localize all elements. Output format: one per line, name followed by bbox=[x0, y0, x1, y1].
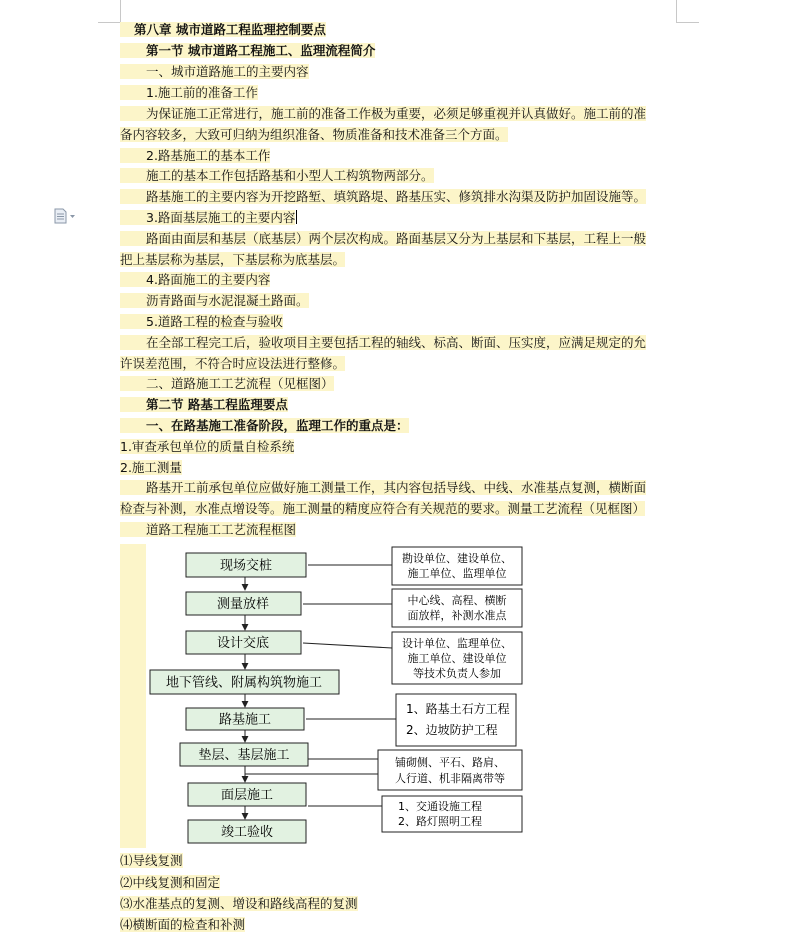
svg-text:设计单位、监理单位、: 设计单位、监理单位、 bbox=[402, 637, 512, 650]
page-corner-mark-left bbox=[98, 0, 121, 23]
flow-note bbox=[392, 589, 522, 627]
flow-step bbox=[150, 670, 339, 694]
svg-text:2、边坡防护工程: 2、边坡防护工程 bbox=[406, 723, 498, 737]
svg-text:面放样，补测水准点: 面放样，补测水准点 bbox=[407, 609, 507, 622]
svg-text:施工单位、建设单位: 施工单位、建设单位 bbox=[407, 652, 507, 665]
svg-text:设计交底: 设计交底 bbox=[216, 636, 270, 651]
s2-heading-1: 一、在路基施工准备阶段，监理工作的重点是： bbox=[120, 416, 409, 436]
s1-item-1: 1.施工前的准备工作 bbox=[120, 83, 258, 103]
svg-text:人行道、机非隔离带等: 人行道、机非隔离带等 bbox=[395, 772, 505, 785]
list-item: ⑷横断面的检查和补测 bbox=[120, 917, 246, 932]
list-item: ⑴导线复测 bbox=[120, 853, 183, 868]
text-cursor bbox=[296, 210, 297, 224]
list-item: ⑵中线复测和固定 bbox=[120, 875, 221, 890]
note-connector bbox=[303, 643, 392, 648]
s1-heading-2: 二、道路施工工艺流程（见框图） bbox=[120, 374, 334, 394]
section2-title: 第二节 路基工程监理要点 bbox=[120, 395, 288, 415]
figure-caption: 道路工程施工工艺流程框图 bbox=[120, 520, 296, 540]
flow-note bbox=[382, 796, 522, 832]
svg-text:竣工验收: 竣工验收 bbox=[220, 825, 274, 840]
page-corner-mark-right bbox=[676, 0, 699, 23]
s1-paragraph-5b: 许误差范围，不符合时应设法进行整修。 bbox=[120, 356, 346, 371]
flow-note bbox=[378, 750, 522, 790]
svg-text:铺砌侧、平石、路肩、: 铺砌侧、平石、路肩、 bbox=[395, 756, 505, 769]
s2-paragraph-2b: 检查与补测，水准点增设等。施工测量的精度应符合有关规范的要求。测量工艺流程（见框图） bbox=[120, 501, 646, 516]
svg-text:现场交桩: 现场交桩 bbox=[219, 558, 273, 574]
s2-paragraph-2a: 路基开工前承包单位应做好施工测量工作，其内容包括导线、中线、水准基点复测，横断面 bbox=[120, 478, 646, 498]
flow-step bbox=[186, 631, 301, 654]
flow-note bbox=[396, 694, 516, 746]
flow-step bbox=[186, 708, 304, 730]
svg-text:施工单位、监理单位: 施工单位、监理单位 bbox=[407, 567, 507, 580]
flow-step bbox=[188, 820, 306, 843]
svg-text:面层施工: 面层施工 bbox=[220, 788, 274, 803]
list-item: ⑶水准基点的复测、增设和路线高程的复测 bbox=[120, 896, 358, 911]
s1-item-5: 5.道路工程的检查与验收 bbox=[120, 312, 283, 332]
s1-paragraph-1b: 备内容较多，大致可归纳为组织准备、物质准备和技术准备三个方面。 bbox=[120, 127, 508, 142]
svg-text:2、路灯照明工程: 2、路灯照明工程 bbox=[398, 815, 482, 828]
s1-paragraph-1a: 为保证施工正常进行，施工前的准备工作极为重要，必须足够重视并认真做好。施工前的准 bbox=[120, 104, 646, 124]
s1-item-3: 3.路面基层施工的主要内容 bbox=[120, 208, 297, 228]
document-icon[interactable] bbox=[54, 208, 76, 224]
s1-item-4: 4.路面施工的主要内容 bbox=[120, 270, 270, 290]
flow-step bbox=[180, 743, 308, 766]
s2-item-2: 2.施工测量 bbox=[120, 460, 182, 475]
svg-text:中心线、高程、横断: 中心线、高程、横断 bbox=[407, 594, 507, 607]
flow-step bbox=[186, 553, 306, 577]
svg-text:测量放样: 测量放样 bbox=[216, 597, 270, 612]
s1-paragraph-3b: 把上基层称为基层，下基层称为底基层。 bbox=[120, 252, 346, 267]
flowchart-highlight-strip bbox=[120, 544, 146, 848]
svg-text:路基施工: 路基施工 bbox=[218, 712, 272, 728]
svg-text:垫层、基层施工: 垫层、基层施工 bbox=[198, 748, 290, 763]
chapter-title: 第八章 城市道路工程监理控制要点 bbox=[120, 20, 326, 40]
s1-paragraph-2b: 路基施工的主要内容为开挖路堑、填筑路堤、路基压实、修筑排水沟渠及防护加固设施等。 bbox=[120, 187, 646, 207]
s1-heading-1: 一、城市道路施工的主要内容 bbox=[120, 62, 309, 82]
s1-paragraph-4: 沥青路面与水泥混凝土路面。 bbox=[120, 291, 309, 311]
svg-text:勘设单位、建设单位、: 勘设单位、建设单位、 bbox=[402, 552, 512, 565]
s2-item-1: 1.审查承包单位的质量自检系统 bbox=[120, 439, 295, 454]
svg-text:地下管线、附属构筑物施工: 地下管线、附属构筑物施工 bbox=[165, 675, 323, 691]
svg-text:1、路基土石方工程: 1、路基土石方工程 bbox=[406, 702, 510, 716]
s1-paragraph-3a: 路面由面层和基层（底基层）两个层次构成。路面基层又分为上基层和下基层，工程上一般 bbox=[120, 229, 646, 249]
s1-paragraph-2a: 施工的基本工作包括路基和小型人工构筑物两部分。 bbox=[120, 166, 434, 186]
s1-item-2: 2.路基施工的基本工作 bbox=[120, 146, 270, 166]
flow-step bbox=[188, 783, 306, 806]
flow-note bbox=[392, 632, 522, 684]
svg-text:1、交通设施工程: 1、交通设施工程 bbox=[398, 800, 482, 813]
s1-paragraph-5a: 在全部工程完工后，验收项目主要包括工程的轴线、标高、断面、压实度，应满足规定的允 bbox=[120, 333, 646, 353]
flow-step bbox=[186, 592, 301, 615]
section1-title: 第一节 城市道路工程施工、监理流程简介 bbox=[120, 41, 375, 61]
flowchart bbox=[146, 544, 536, 848]
svg-text:等技术负责人参加: 等技术负责人参加 bbox=[413, 667, 501, 680]
flow-note bbox=[392, 547, 522, 585]
